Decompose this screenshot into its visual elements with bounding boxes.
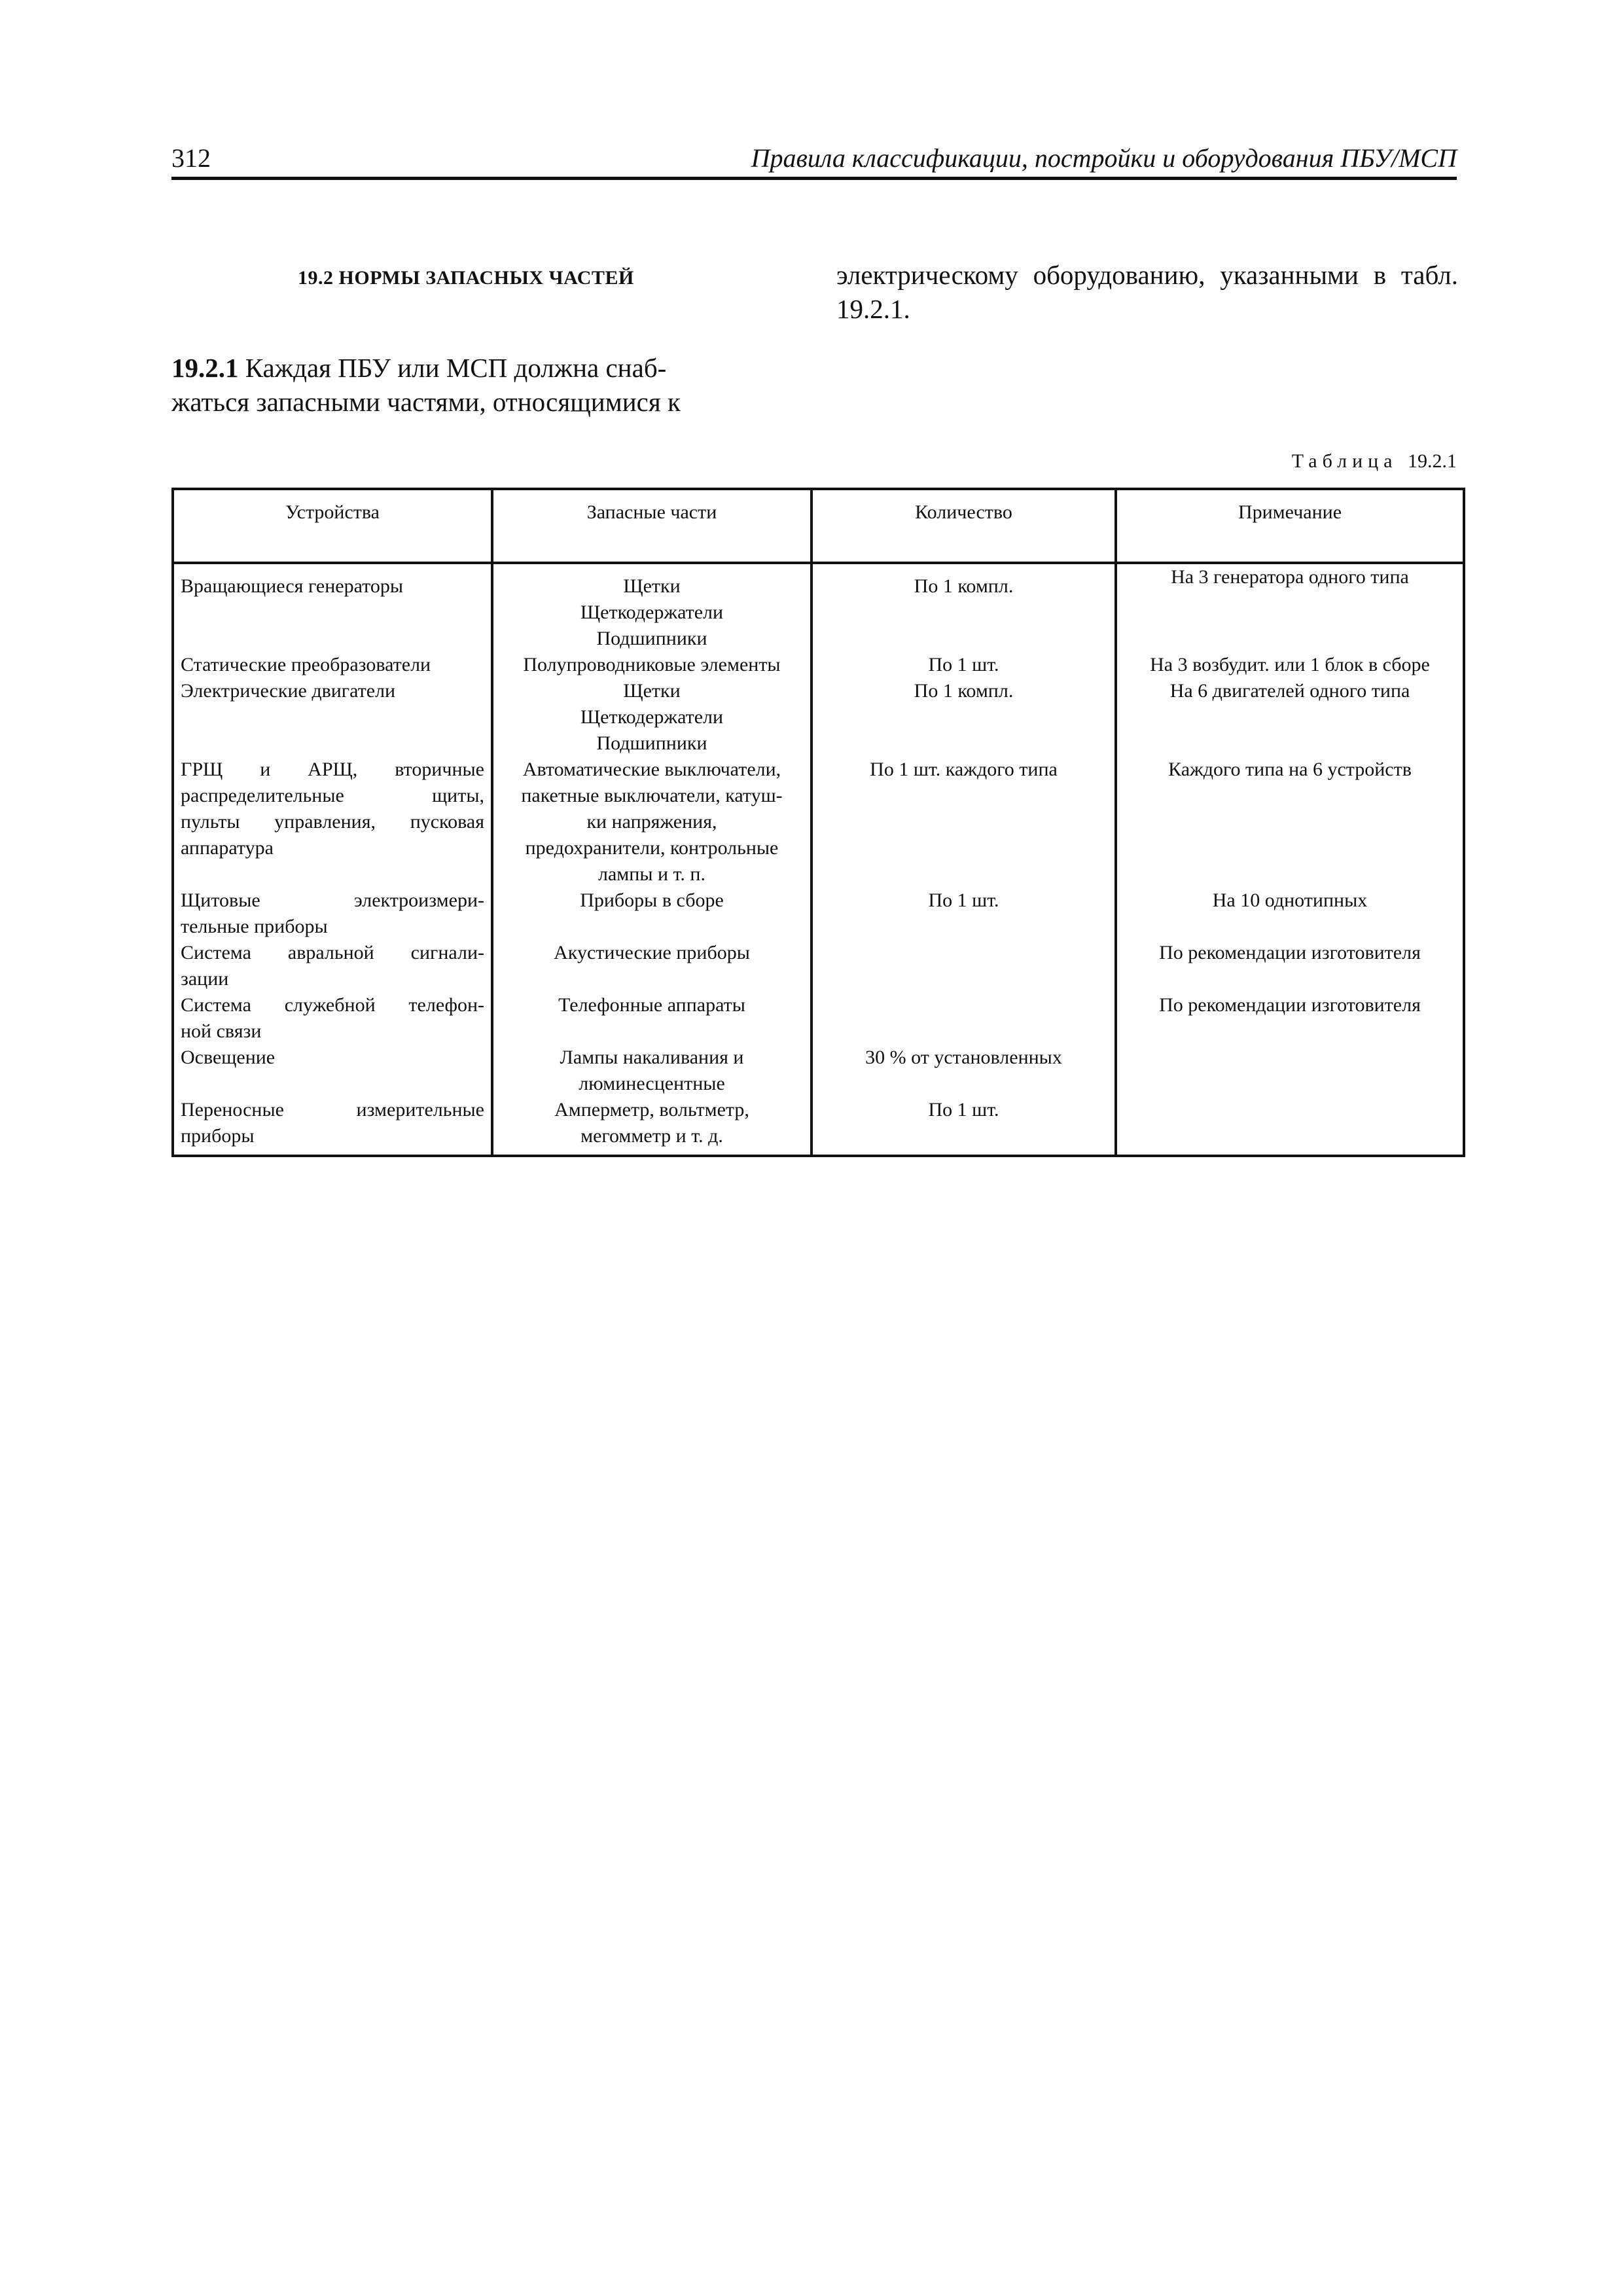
cell-parts-line: Щетки [623,575,681,597]
table-row [173,1097,1464,1156]
cell-parts [492,563,812,652]
cell-parts [492,678,812,757]
cell-quantity-line: По 1 компл. [914,680,1014,702]
cell-parts-line: Щеткодержатели [580,706,724,728]
column-header-parts: Запасные части [492,489,812,563]
cell-device-line: Вращающиеся генераторы [181,575,403,597]
cell-device-line: Статические преобразователи [181,654,431,675]
table-row [173,1045,1464,1097]
cell-note [1116,678,1464,757]
cell-parts-line: Приборы в сборе [580,889,724,911]
cell-parts-line: люминесцентные [579,1073,725,1094]
column-header-quantity: Количество [812,489,1116,563]
column-header-devices: Устройства [173,489,492,563]
column-header-note: Примечание [1116,489,1464,563]
cell-note [1116,563,1464,652]
cell-parts [492,992,812,1045]
cell-quantity [812,652,1116,678]
cell-parts [492,888,812,940]
cell-note [1116,1097,1464,1156]
cell-device-line: тельные приборы [181,916,328,937]
cell-quantity [812,992,1116,1045]
table-caption [1292,450,1457,473]
table-caption-word: Таблица [1291,450,1398,472]
cell-note-line: По рекомендации изготовителя [1159,942,1421,963]
cell-parts-line: ки напряжения, [586,811,717,833]
cell-parts [492,1045,812,1097]
cell-quantity [812,940,1116,992]
cell-quantity-line: По 1 шт. [928,654,999,675]
table-body [173,563,1464,1156]
cell-note-line: На 10 однотипных [1212,889,1368,911]
cell-parts [492,1097,812,1156]
cell-quantity-line: По 1 шт. [928,889,999,911]
cell-quantity-line: По 1 шт. [928,1099,999,1121]
cell-quantity-line: По 1 компл. [914,575,1014,597]
table-header-row [173,489,1464,563]
page-number: 312 [171,143,211,173]
cell-quantity [812,757,1116,888]
cell-parts [492,652,812,678]
cell-note-line: Каждого типа на 6 устройств [1168,759,1412,780]
cell-device-line: Освещение [181,1047,276,1068]
table-row [173,992,1464,1045]
cell-quantity [812,678,1116,757]
cell-device [173,652,492,678]
cell-device-line: Переносные измерительные [181,1099,484,1121]
cell-note-line: На 6 двигателей одного типа [1169,680,1410,702]
cell-parts-line: пакетные выключатели, катуш- [521,785,783,806]
cell-device [173,563,492,652]
cell-quantity-line: 30 % от установленных [865,1047,1062,1068]
cell-device-line: Система авральной сигнали- [181,942,484,963]
cell-note-line: На 3 возбудит. или 1 блок в сборе [1150,654,1430,675]
table-row [173,888,1464,940]
cell-parts-line: лампы и т. п. [598,863,705,885]
cell-note [1116,652,1464,678]
table-row [173,940,1464,992]
cell-quantity [812,888,1116,940]
cell-device-line: распределительные щиты, [181,785,484,806]
cell-device [173,940,492,992]
cell-device [173,888,492,940]
cell-quantity [812,563,1116,652]
cell-device-line: Система служебной телефон- [181,994,484,1016]
table-row [173,678,1464,757]
cell-device-line: пульты управления, пусковая [181,811,484,833]
cell-parts-line: Амперметр, вольтметр, [554,1099,749,1121]
cell-note [1116,888,1464,940]
spare-parts-table [171,488,1465,1157]
cell-note-line: На 3 генератора одного типа [1171,566,1409,588]
cell-note [1116,992,1464,1045]
cell-device [173,1045,492,1097]
table-caption-number: 19.2.1 [1408,450,1457,472]
cell-parts-line: Щетки [623,680,681,702]
cell-device-line: приборы [181,1125,255,1147]
cell-quantity-line: По 1 шт. каждого типа [870,759,1058,780]
cell-device [173,992,492,1045]
paragraph-text-line2: жаться запасными частями, относящимися к [171,387,681,417]
cell-parts-line: Автоматические выключатели, [522,759,781,780]
table-row [173,652,1464,678]
cell-parts-line: Телефонные аппараты [558,994,745,1016]
paragraph-left [171,351,800,453]
cell-device-line: ной связи [181,1020,262,1042]
cell-device-line: ГРЩ и АРЩ, вторичные [181,759,484,780]
running-title: Правила классификации, постройки и оборудования ПБУ/МСП [751,143,1457,173]
cell-note [1116,940,1464,992]
cell-note [1116,757,1464,888]
cell-parts [492,940,812,992]
cell-device [173,757,492,888]
cell-device-line: Электрические двигатели [181,680,396,702]
paragraph-number: 19.2.1 [171,353,239,383]
cell-parts-line: предохранители, контрольные [525,837,779,859]
cell-note-line: По рекомендации изготовителя [1159,994,1421,1016]
cell-parts-line: Лампы накаливания и [560,1047,744,1068]
cell-device-line: аппаратура [181,837,274,859]
cell-parts-line: Подшипники [596,628,707,649]
table-row [173,563,1464,652]
header-rule [171,177,1457,180]
section-heading: 19.2 НОРМЫ ЗАПАСНЫХ ЧАСТЕЙ [298,267,634,289]
cell-parts [492,757,812,888]
cell-quantity [812,1097,1116,1156]
cell-device-line: Щитовые электроизмери- [181,889,484,911]
cell-device [173,1097,492,1156]
cell-parts-line: Щеткодержатели [580,601,724,623]
cell-device [173,678,492,757]
cell-parts-line: Полупроводниковые элементы [523,654,781,675]
paragraph-text-line1: Каждая ПБУ или МСП должна снаб- [245,353,667,383]
table-row [173,757,1464,888]
cell-quantity [812,1045,1116,1097]
cell-parts-line: Акустические приборы [554,942,750,963]
cell-parts-line: мегомметр и т. д. [580,1125,723,1147]
cell-parts-line: Подшипники [596,732,707,754]
cell-note [1116,1045,1464,1097]
cell-device-line: зации [181,968,229,990]
paragraph-right: электрическому оборудованию, указанными в табл. 19.2.1. [836,260,1458,324]
